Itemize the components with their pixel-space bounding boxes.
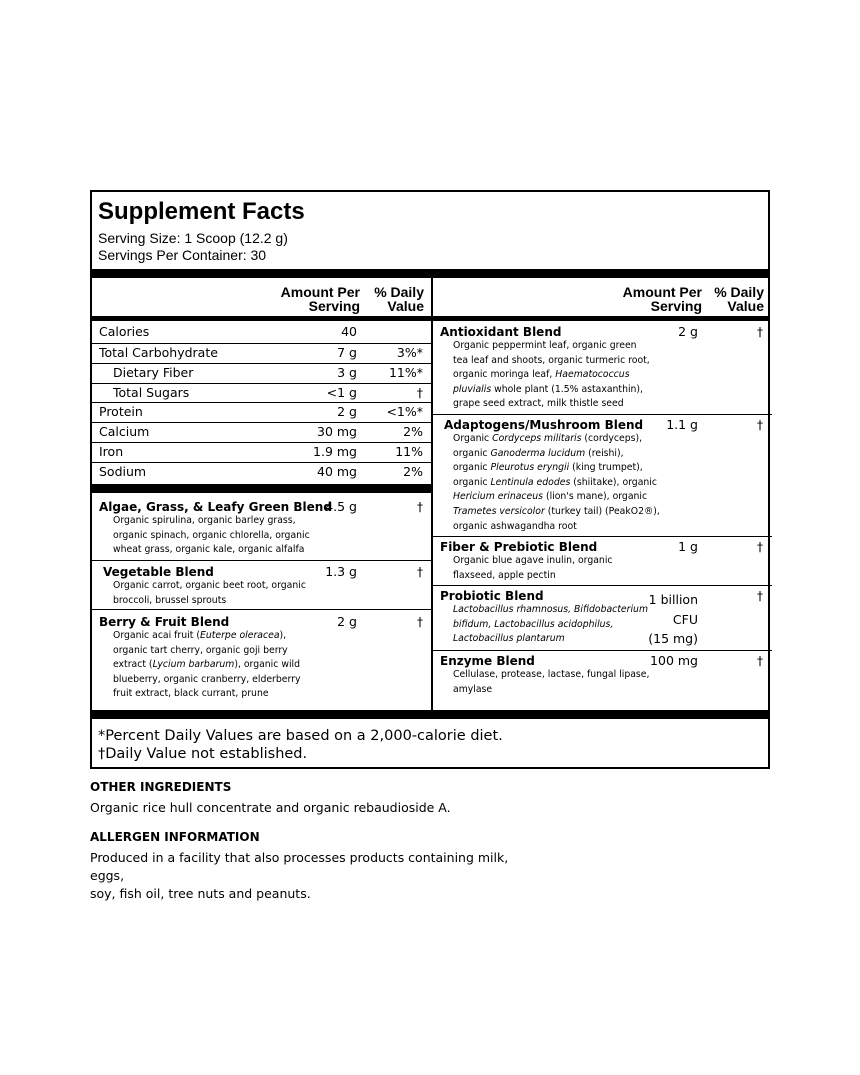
nutrient-amount: 40 [341, 324, 357, 339]
desc-latin-name: pluvialis [453, 383, 492, 395]
dv-header-line1: % Daily [374, 284, 424, 300]
desc-text: (lion's mane), organic [543, 491, 648, 503]
blend-name: Adaptogens/Mushroom Blend [444, 418, 644, 432]
thick-divider-bottom [92, 710, 768, 719]
desc-latin-name: Lentinula edodes [490, 476, 571, 488]
desc-latin-name: Lycium barbarum [152, 659, 235, 671]
nutrient-dv: 2% [403, 424, 423, 439]
desc-line [453, 447, 693, 462]
row-divider [92, 363, 431, 364]
row-divider [92, 609, 431, 610]
nutrient-amount: 40 mg [317, 464, 357, 479]
dv-header-line2: Value [727, 298, 764, 314]
footnote-percent-dv: *Percent Daily Values are based on a 2,000-calorie diet. [98, 728, 503, 744]
row-divider [92, 422, 431, 423]
desc-line: Organic peppermint leaf, organic green [453, 340, 637, 351]
serving-size: Serving Size: 1 Scoop (12.2 g) [98, 230, 288, 246]
desc-text: (king trumpet), [569, 462, 643, 474]
blend-dv: † [757, 540, 763, 554]
desc-line [453, 476, 693, 491]
nutrient-name: Protein [99, 404, 143, 419]
desc-line: Lactobacillus plantarum [453, 633, 565, 645]
desc-text: ), organic wild [234, 659, 301, 671]
thick-divider-left [92, 484, 431, 493]
desc-latin-name: Ganoderma lucidum [490, 447, 586, 459]
desc-line: wheat grass, organic kale, organic alfalfa [113, 544, 305, 556]
blend-amount: 4.5 g [325, 499, 357, 514]
blend-name: Enzyme Blend [440, 654, 535, 668]
desc-line: Lactobacillus rhamnosus, Bifidobacterium [453, 604, 648, 615]
row-divider [433, 650, 772, 651]
row-divider [92, 383, 431, 384]
desc-text: extract ( [113, 659, 153, 671]
supplement-facts-panel [90, 190, 770, 769]
desc-line: amylase [453, 683, 493, 695]
blend-dv: † [417, 500, 423, 514]
desc-line: flaxseed, apple pectin [453, 569, 556, 581]
daily-value-header-left [362, 285, 424, 313]
blend-dv: † [417, 615, 423, 629]
desc-line: grape seed extract, milk thistle seed [453, 398, 624, 410]
desc-line: Organic blue agave inulin, organic [453, 555, 613, 566]
desc-text: organic [453, 447, 491, 459]
blend-amount: 1.3 g [325, 564, 357, 579]
nutrient-name: Calcium [99, 424, 150, 439]
desc-line [113, 658, 343, 673]
desc-text: organic [453, 476, 491, 488]
row-divider [433, 414, 772, 415]
blend-dv: † [417, 565, 423, 579]
blend-description [453, 432, 693, 534]
desc-line: fruit extract, black currant, prune [113, 688, 269, 700]
desc-text: (shiitake), organic [570, 476, 657, 488]
desc-latin-name: Haematococcus [555, 369, 630, 381]
nutrient-amount: 1.9 mg [313, 444, 357, 459]
blend-description [453, 554, 693, 583]
dv-header-line1: % Daily [714, 284, 764, 300]
thick-divider-top [92, 269, 768, 278]
other-ingredients-text: Organic rice hull concentrate and organic rebaudioside A. [90, 800, 451, 815]
blend-name: Probiotic Blend [440, 589, 544, 603]
nutrient-dv: 2% [403, 464, 423, 479]
nutrient-dv: 11% [395, 444, 423, 459]
desc-latin-name: Hericium erinaceus [453, 491, 543, 503]
row-divider [92, 343, 431, 344]
desc-line: organic ashwagandha root [453, 520, 577, 532]
desc-line [453, 490, 693, 505]
nutrient-amount: 30 mg [317, 424, 357, 439]
nutrient-name: Total Carbohydrate [99, 345, 218, 360]
daily-value-header-right [704, 285, 764, 313]
desc-line: bifidum, Lactobacillus acidophilus, [453, 618, 614, 630]
blend-amount: 100 mg [650, 653, 698, 668]
desc-text: whole plant (1.5% astaxanthin), [491, 383, 644, 395]
desc-text: (cordyceps), [581, 433, 643, 444]
desc-line [453, 432, 693, 447]
blend-dv: † [757, 654, 763, 668]
desc-latin-name: Euterpe oleracea [199, 630, 280, 641]
other-ingredients-heading: OTHER INGREDIENTS [90, 780, 232, 794]
row-divider [92, 560, 431, 561]
blend-description [453, 603, 653, 647]
amount-per-serving-header-right [582, 285, 702, 313]
row-divider [92, 442, 431, 443]
nutrient-name: Dietary Fiber [113, 365, 194, 380]
nutrient-dv: <1%* [386, 404, 423, 419]
desc-text: ), [279, 630, 287, 641]
column-divider [431, 278, 433, 710]
blend-amount: 1 g [678, 539, 698, 554]
amount-header-line2: Serving [308, 298, 360, 314]
blend-description [453, 668, 693, 697]
desc-text: Organic acai fruit ( [113, 630, 200, 641]
dv-header-line2: Value [387, 298, 424, 314]
nutrient-name: Total Sugars [113, 385, 190, 400]
nutrient-name: Calories [99, 324, 150, 339]
amount-header-line2: Serving [650, 298, 702, 314]
thick-divider-header [92, 316, 768, 321]
desc-line [113, 629, 343, 644]
desc-text: organic [453, 462, 491, 474]
nutrient-dv: † [416, 385, 423, 400]
blend-name: Fiber & Prebiotic Blend [440, 540, 598, 554]
amount-header-line1: Amount Per [280, 284, 360, 300]
row-divider [92, 462, 431, 463]
amount-line: (15 mg) [648, 631, 698, 646]
desc-line: Cellulase, protease, lactase, fungal lipase, [453, 669, 650, 680]
desc-latin-name: Cordyceps militaris [492, 433, 582, 444]
amount-per-serving-header-left [242, 285, 360, 313]
allergen-heading: ALLERGEN INFORMATION [90, 830, 260, 844]
blend-amount: 1.1 g [666, 417, 698, 432]
desc-text: Organic [453, 433, 493, 444]
nutrient-amount: <1 g [326, 385, 357, 400]
allergen-line: soy, fish oil, tree nuts and peanuts. [90, 886, 311, 901]
blend-dv: † [757, 589, 763, 603]
desc-line: organic spinach, organic chlorella, organic [113, 529, 310, 541]
desc-latin-name: Trametes versicolor [453, 505, 545, 517]
nutrient-name: Sodium [99, 464, 147, 479]
desc-text: (turkey tail) (PeakO2®), [544, 505, 660, 517]
amount-line: 1 billion [648, 592, 698, 607]
blend-description [113, 629, 343, 702]
blend-name: Algae, Grass, & Leafy Green Blend [99, 500, 332, 514]
nutrient-dv: 3%* [396, 345, 423, 360]
desc-latin-name: Pleurotus eryngii [490, 462, 570, 474]
desc-text: (reishi), [585, 447, 624, 459]
desc-line [453, 368, 693, 383]
desc-line [453, 505, 693, 520]
blend-description [113, 579, 343, 608]
row-divider [433, 536, 772, 537]
desc-line [453, 461, 693, 476]
desc-line: Organic spirulina, organic barley grass, [113, 515, 296, 526]
desc-line: organic tart cherry, organic goji berry [113, 644, 288, 656]
desc-text: organic moringa leaf, [453, 369, 556, 381]
footnote-dagger: †Daily Value not established. [98, 746, 308, 762]
blend-name: Vegetable Blend [103, 565, 214, 579]
blend-description [453, 339, 693, 412]
nutrient-name: Iron [99, 444, 124, 459]
blend-name: Antioxidant Blend [440, 325, 562, 339]
blend-amount: 2 g [337, 614, 357, 629]
desc-line: blueberry, organic cranberry, elderberry [113, 673, 301, 685]
blend-amount: 2 g [678, 324, 698, 339]
blend-name: Berry & Fruit Blend [99, 615, 230, 629]
desc-line [453, 383, 693, 398]
blend-description [113, 514, 343, 558]
allergen-text [90, 849, 520, 903]
desc-line: broccoli, brussel sprouts [113, 594, 227, 606]
desc-line: tea leaf and shoots, organic turmeric root, [453, 354, 650, 366]
nutrient-amount: 3 g [337, 365, 357, 380]
amount-header-line1: Amount Per [622, 284, 702, 300]
servings-per-container: Servings Per Container: 30 [98, 247, 267, 263]
amount-line: CFU [672, 611, 698, 627]
row-divider [433, 585, 772, 586]
row-divider [92, 402, 431, 403]
desc-line: Organic carrot, organic beet root, organic [113, 580, 306, 591]
allergen-line: Produced in a facility that also processes products containing milk, eggs, [90, 850, 509, 883]
panel-title: Supplement Facts [98, 198, 305, 225]
blend-dv: † [757, 325, 763, 339]
nutrient-amount: 2 g [337, 404, 357, 419]
nutrient-amount: 7 g [337, 345, 357, 360]
blend-dv: † [757, 418, 763, 432]
nutrient-dv: 11%* [388, 365, 423, 380]
